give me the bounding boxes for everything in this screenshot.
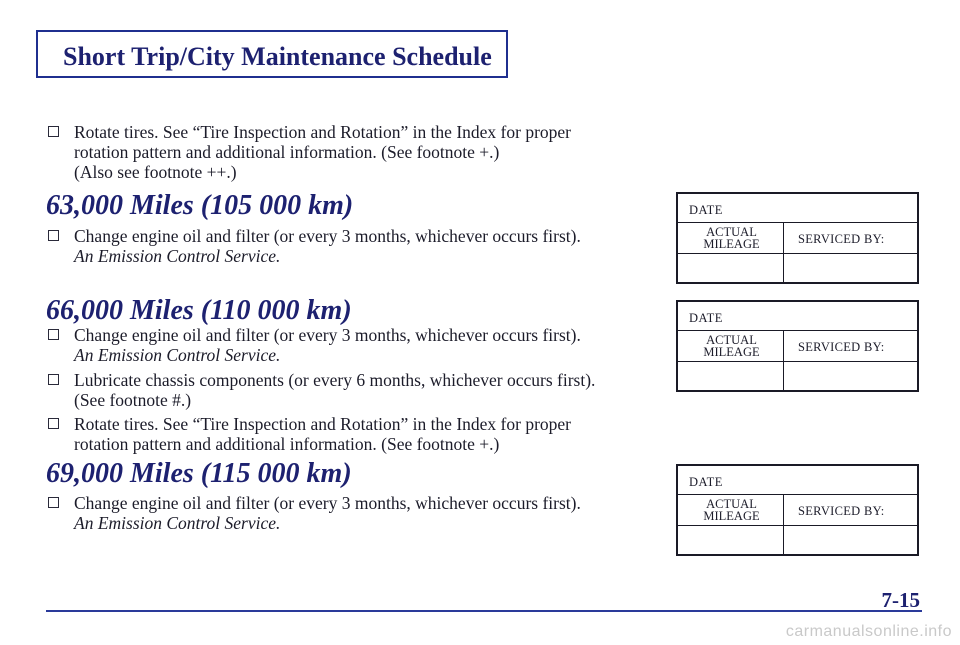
checkbox[interactable] — [48, 374, 59, 385]
serviced-by-label: SERVICED BY: — [798, 504, 885, 518]
date-label: DATE — [689, 475, 723, 489]
checkbox[interactable] — [48, 126, 59, 137]
checkbox[interactable] — [48, 329, 59, 340]
emission-note: An Emission Control Service. — [74, 513, 281, 533]
item-text: Rotate tires. See “Tire Inspection and Rotation” in the Index for proper — [74, 414, 571, 434]
serviced-by-label: SERVICED BY: — [798, 340, 885, 354]
page-title: Short Trip/City Maintenance Schedule — [63, 42, 492, 71]
section-heading: 63,000 Miles (105 000 km) — [46, 190, 354, 221]
emission-note: An Emission Control Service. — [74, 246, 281, 266]
actual-mileage-label: ACTUAL MILEAGE — [703, 225, 760, 251]
actual-mileage-label: ACTUAL MILEAGE — [703, 333, 760, 359]
item-text: Change engine oil and filter (or every 3 months, whichever occurs first). — [74, 493, 581, 513]
section-heading: 69,000 Miles (115 000 km) — [46, 458, 352, 489]
item-text: rotation pattern and additional information. (See footnote +.) — [74, 434, 500, 454]
date-label: DATE — [689, 311, 723, 325]
title-box — [36, 30, 508, 78]
item-text: Rotate tires. See “Tire Inspection and Rotation” in the Index for proper — [74, 122, 571, 142]
actual-mileage-label: ACTUAL MILEAGE — [703, 497, 760, 523]
item-text: (Also see footnote ++.) — [74, 162, 237, 182]
checkbox[interactable] — [48, 497, 59, 508]
serviced-by-label: SERVICED BY: — [798, 232, 885, 246]
item-text: Change engine oil and filter (or every 3 months, whichever occurs first). — [74, 325, 581, 345]
service-record-box — [676, 464, 919, 556]
page-number: 7-15 — [881, 588, 920, 612]
service-record-box — [676, 300, 919, 392]
service-record-box — [676, 192, 919, 284]
item-text: (See footnote #.) — [74, 390, 192, 410]
checkbox[interactable] — [48, 418, 59, 429]
item-text: Change engine oil and filter (or every 3 months, whichever occurs first). — [74, 226, 581, 246]
item-text: Lubricate chassis components (or every 6 months, whichever occurs first). — [74, 370, 596, 390]
item-text: rotation pattern and additional information. (See footnote +.) — [74, 142, 500, 162]
emission-note: An Emission Control Service. — [74, 345, 281, 365]
watermark: carmanualsonline.info — [785, 623, 952, 640]
checkbox[interactable] — [48, 230, 59, 241]
date-label: DATE — [689, 203, 723, 217]
footer-rule — [46, 610, 922, 612]
section-heading: 66,000 Miles (110 000 km) — [46, 295, 352, 326]
